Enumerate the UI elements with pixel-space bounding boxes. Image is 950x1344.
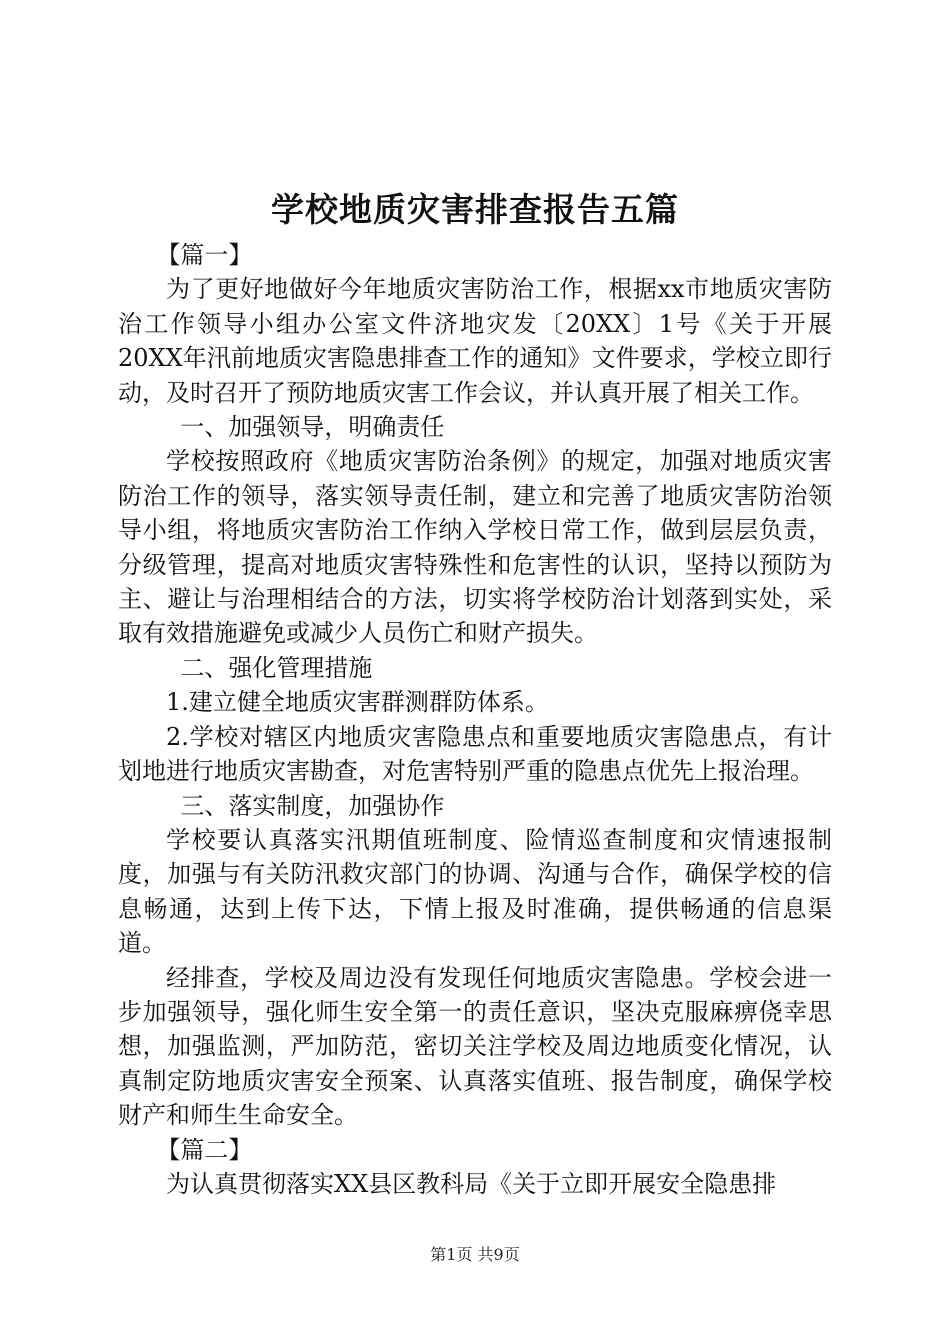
list-item: 1.建立健全地质灾害群测群防体系。 xyxy=(166,688,549,717)
body-paragraph: 学校要认真落实汛期值班制度、险情巡查制度和灾情速报制度，加强与有关防汛救灾部门的协调、沟通与合作，确保学校的信息畅通，达到上传下达，下情上报及时准确，提供畅通的信息渠道。 xyxy=(118,825,832,958)
section-heading: 一、加强领导，明确责任 xyxy=(180,413,445,442)
list-item: 2.学校对辖区内地质灾害隐患点和重要地质灾害隐患点，有计划地进行地质灾害勘查，对危害特别严重的隐患点优先上报治理。 xyxy=(118,722,832,786)
body-paragraph: 为认真贯彻落实XX县区教科局《关于立即开展安全隐患排 xyxy=(166,1169,777,1198)
section-marker: 【篇二】 xyxy=(156,1135,253,1164)
section-heading: 二、强化管理措施 xyxy=(180,653,373,682)
section-marker: 【篇一】 xyxy=(156,241,253,269)
document-body xyxy=(118,238,832,1201)
document-title: 学校地质灾害排查报告五篇 xyxy=(271,190,679,229)
body-paragraph: 学校按照政府《地质灾害防治条例》的规定，加强对地质灾害防治工作的领导，落实领导责任制，建立和完善了地质灾害防治领导小组，将地质灾害防治工作纳入学校日常工作，做到层层负责，分级管理，提高对地质灾害特殊性和危害性的认识，坚持以预防为主、避让与治理相结合的方法，切实将学校防治计划落到实处，采取有效措施避免或减少人员伤亡和财产损失。 xyxy=(118,447,832,648)
section-heading: 三、落实制度，加强协作 xyxy=(180,791,445,820)
page-number-footer: 第1页 共9页 xyxy=(430,1245,520,1264)
body-paragraph: 为了更好地做好今年地质灾害防治工作，根据xx市地质灾害防治工作领导小组办公室文件济地灾发〔20XX〕1号《关于开展20XX年汛前地质灾害隐患排查工作的通知》文件要求，学校立即行动，及时召开了预防地质灾害工作会议，并认真开展了相关工作。 xyxy=(118,275,832,407)
body-paragraph: 经排查，学校及周边没有发现任何地质灾害隐患。学校会进一步加强领导，强化师生安全第一的责任意识，坚决克服麻痹侥幸思想，加强监测，严加防范，密切关注学校及周边地质变化情况，认真制定防地质灾害安全预案、认真落实值班、报告制度，确保学校财产和师生生命安全。 xyxy=(118,963,832,1130)
